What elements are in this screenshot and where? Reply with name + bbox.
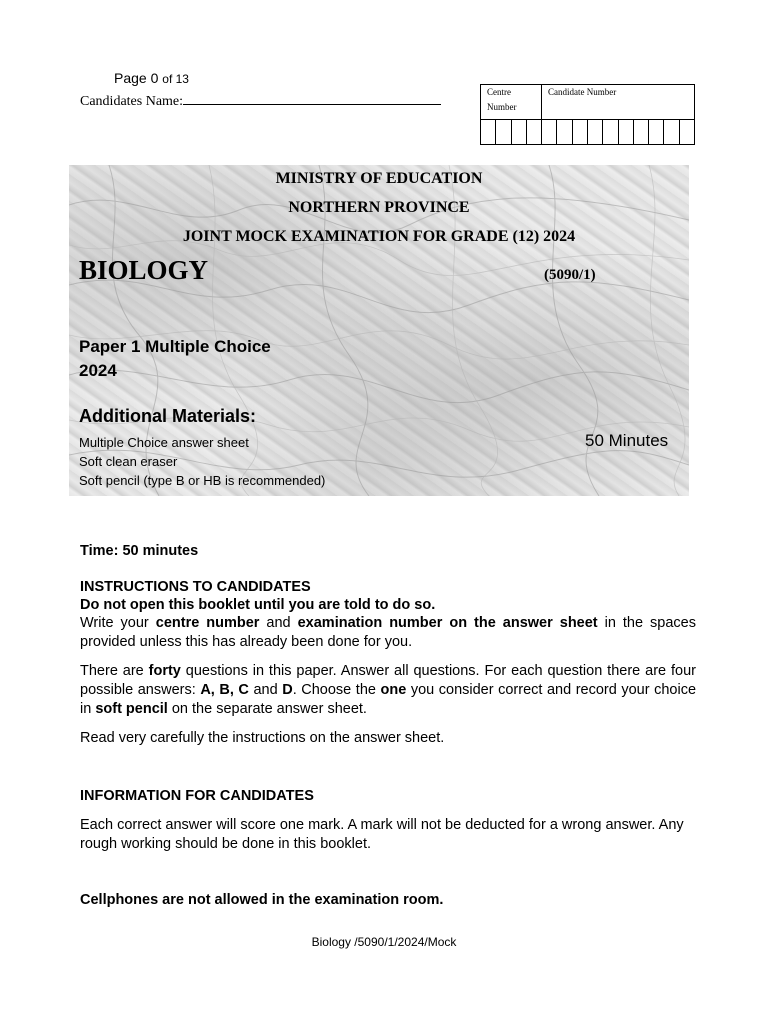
number-cell	[527, 119, 542, 145]
paper-code: (5090/1)	[544, 267, 596, 283]
text: There are	[80, 663, 149, 679]
text: and	[259, 615, 298, 631]
text: you consider correct and record your choice in	[80, 682, 697, 717]
number-cell	[588, 119, 603, 145]
paper-line-1: Paper 1 Multiple Choice	[79, 337, 271, 356]
number-cell	[573, 119, 588, 145]
candidate-number-label: Candidate Number	[548, 87, 617, 97]
centre-number-label: Centre Number	[487, 87, 517, 112]
number-cell	[634, 119, 649, 145]
number-cell	[557, 119, 572, 145]
title-banner	[69, 165, 689, 496]
candidates-name-label: Candidates Name:	[80, 94, 184, 109]
text: in the spaces provided unless this has already been done for you.	[80, 615, 696, 650]
text-bold: soft pencil	[95, 701, 168, 717]
number-cells	[481, 119, 694, 145]
text-bold: forty	[148, 663, 181, 679]
materials-list	[79, 433, 325, 490]
ministry-title: MINISTRY OF EDUCATION	[275, 170, 483, 187]
text-bold: D	[282, 682, 293, 698]
divider	[541, 85, 542, 119]
time-allowed: Time: 50 minutes	[80, 543, 199, 559]
text: on the separate answer sheet.	[167, 701, 367, 717]
instructions-heading: INSTRUCTIONS TO CANDIDATES	[80, 579, 311, 595]
instruction-paragraph-3: Read very carefully the instructions on the answer sheet.	[80, 730, 445, 746]
number-box	[480, 84, 695, 145]
paper-line-2: 2024	[79, 361, 117, 380]
number-cell	[680, 119, 694, 145]
number-cell	[619, 119, 634, 145]
instruction-paragraph-1	[80, 614, 696, 652]
number-cell	[512, 119, 527, 145]
text: Write your	[80, 615, 156, 631]
text: questions in this paper. Answer all questions. For each question there are four possible answers:	[80, 663, 696, 698]
do-not-open-notice: Do not open this booklet until you are told to do so.	[80, 597, 436, 613]
province-title: NORTHERN PROVINCE	[288, 199, 470, 216]
information-text: Each correct answer will score one mark. A mark will not be deducted for a wrong answer. Any rough working should be done in this booklet.	[80, 817, 684, 852]
footer-code: Biology /5090/1/2024/Mock	[311, 935, 457, 949]
number-cell	[542, 119, 557, 145]
number-cell	[603, 119, 618, 145]
cellphones-notice: Cellphones are not allowed in the examination room.	[80, 892, 444, 908]
number-cell	[496, 119, 511, 145]
additional-materials-title: Additional Materials:	[79, 406, 257, 426]
text-bold: one	[380, 682, 407, 698]
instruction-paragraph-2	[80, 662, 696, 719]
candidates-name-field	[80, 91, 441, 110]
exam-title: JOINT MOCK EXAMINATION FOR GRADE (12) 2024	[182, 228, 576, 245]
number-cell	[664, 119, 679, 145]
number-cell	[481, 119, 496, 145]
duration: 50 Minutes	[585, 431, 669, 450]
number-cell	[649, 119, 664, 145]
paper-info	[79, 335, 271, 383]
material-item: Soft clean eraser	[79, 454, 178, 469]
text-bold: A, B, C	[200, 682, 249, 698]
text: and	[248, 682, 283, 698]
page-of: of 13	[162, 72, 189, 86]
text-bold: examination number on the answer sheet	[297, 615, 598, 631]
candidates-name-line	[183, 91, 441, 105]
text: . Choose the	[292, 682, 381, 698]
material-item: Soft pencil (type B or HB is recommended)	[79, 473, 326, 488]
subject-title: BIOLOGY	[79, 255, 209, 285]
information-heading: INFORMATION FOR CANDIDATES	[80, 788, 314, 804]
text-bold: centre number	[155, 615, 260, 631]
material-item: Multiple Choice answer sheet	[79, 435, 249, 450]
page-number	[114, 70, 189, 86]
page-label: Page 0	[114, 70, 159, 86]
